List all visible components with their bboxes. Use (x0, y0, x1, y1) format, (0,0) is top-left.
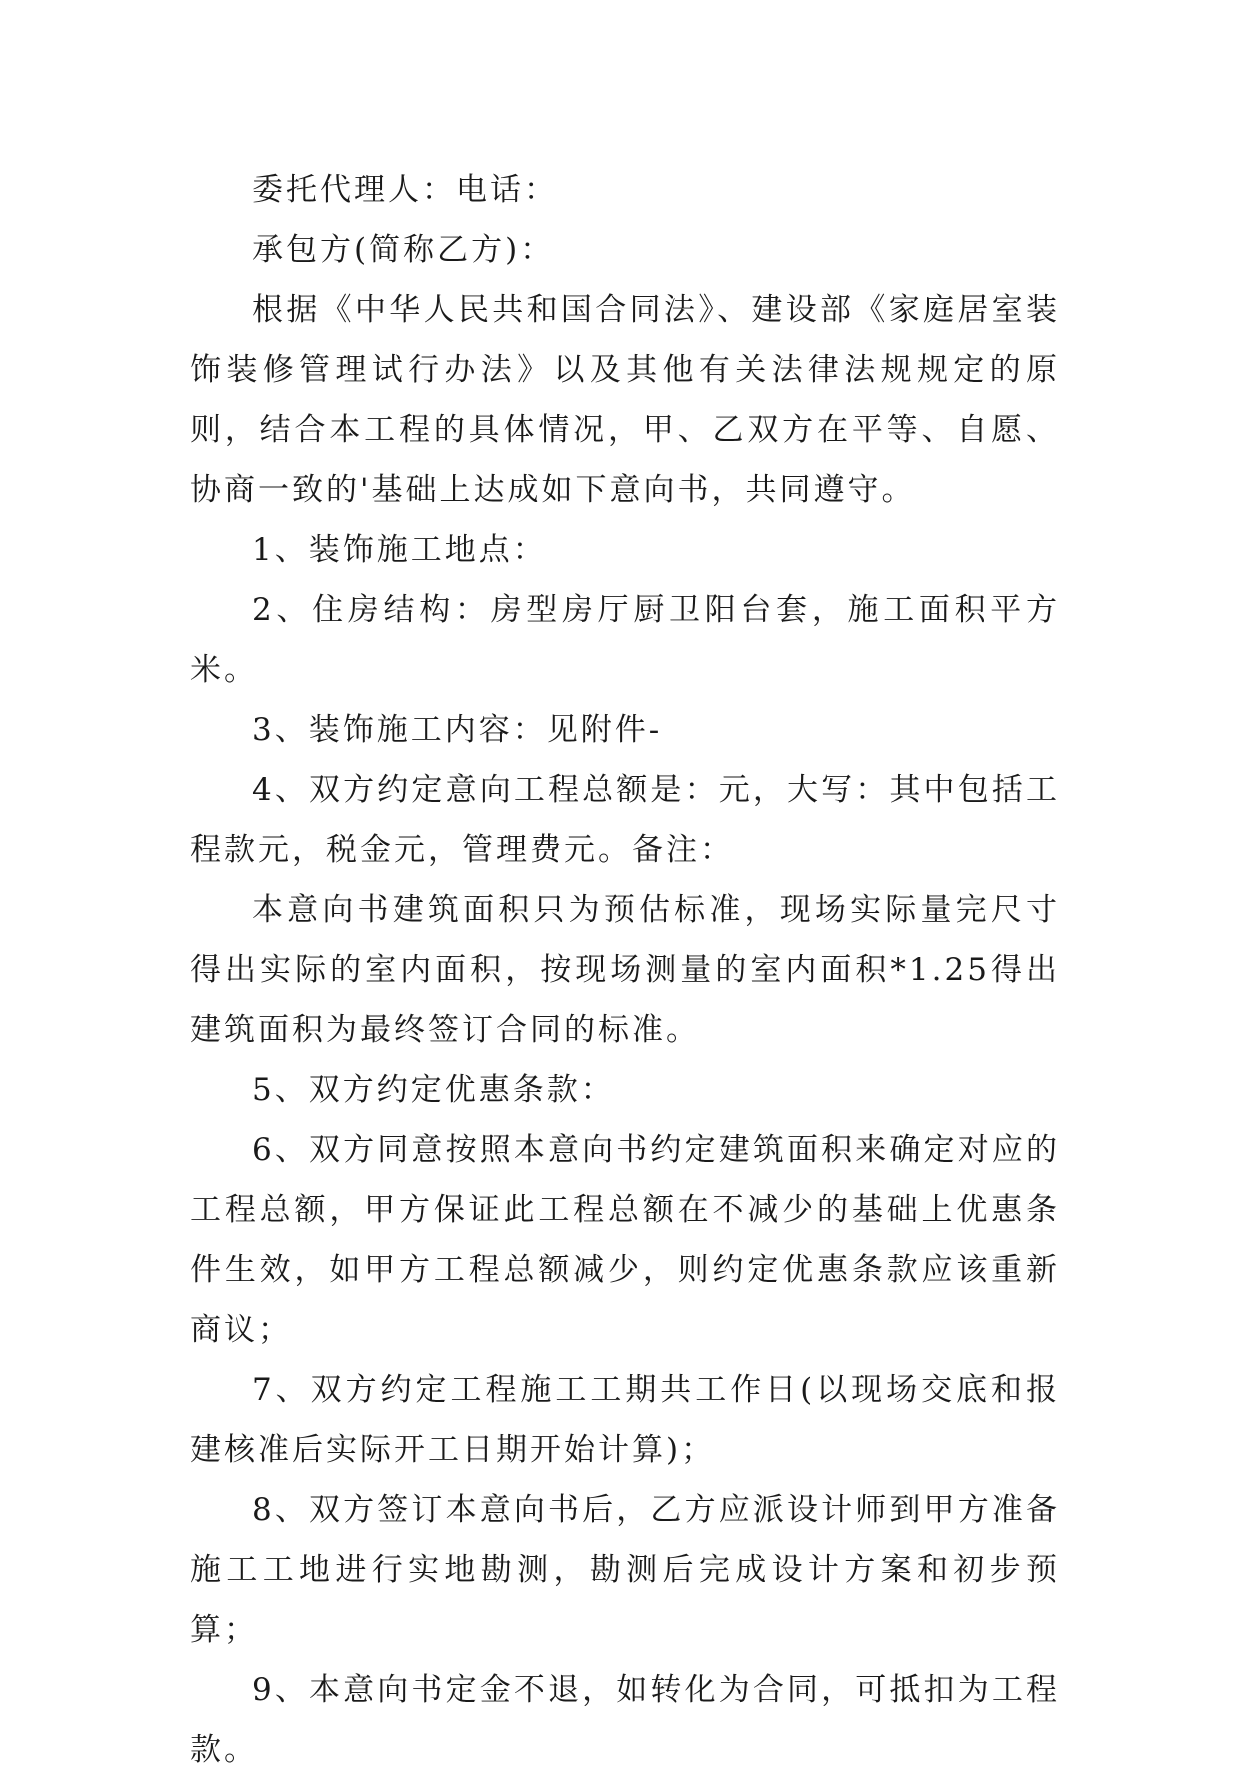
paragraph-item-5: 5、双方约定优惠条款： (252, 1072, 615, 1108)
paragraph-item-7: 7、双方约定工程施工工期共工作日(以现场交底和报建核准后实际开工日期开始计算)； (190, 1372, 1060, 1468)
paragraph-item-9: 9、本意向书定金不退，如转化为合同，可抵扣为工程款。 (190, 1672, 1060, 1768)
paragraph-contractor: 承包方(简称乙方)： (252, 232, 555, 268)
document-body (190, 160, 1060, 1780)
paragraph-item-8: 8、双方签订本意向书后，乙方应派设计师到甲方准备施工工地进行实地勘测，勘测后完成设计方案和初步预算； (190, 1492, 1060, 1648)
paragraph-item-6: 6、双方同意按照本意向书约定建筑面积来确定对应的工程总额，甲方保证此工程总额在不减少的基础上优惠条件生效，如甲方工程总额减少，则约定优惠条款应该重新商议； (190, 1132, 1060, 1348)
paragraph-item-1: 1、装饰施工地点： (252, 532, 547, 568)
paragraph-legal-basis: 根据《中华人民共和国合同法》、建设部《家庭居室装饰装修管理试行办法》以及其他有关法律法规规定的原则，结合本工程的具体情况，甲、乙双方在平等、自愿、协商一致的'基础上达成如下意向书，共同遵守。 (190, 292, 1060, 508)
paragraph-item-3: 3、装饰施工内容：见附件- (252, 712, 663, 748)
paragraph-agent: 委托代理人：电话： (252, 172, 558, 208)
paragraph-item-2: 2、住房结构：房型房厅厨卫阳台套，施工面积平方米。 (190, 592, 1060, 688)
paragraph-item-4: 4、双方约定意向工程总额是：元，大写：其中包括工程款元，税金元，管理费元。备注： (190, 772, 1060, 868)
paragraph-area-note: 本意向书建筑面积只为预估标准，现场实际量完尺寸得出实际的室内面积，按现场测量的室内面积*1.25得出建筑面积为最终签订合同的标准。 (190, 892, 1060, 1048)
